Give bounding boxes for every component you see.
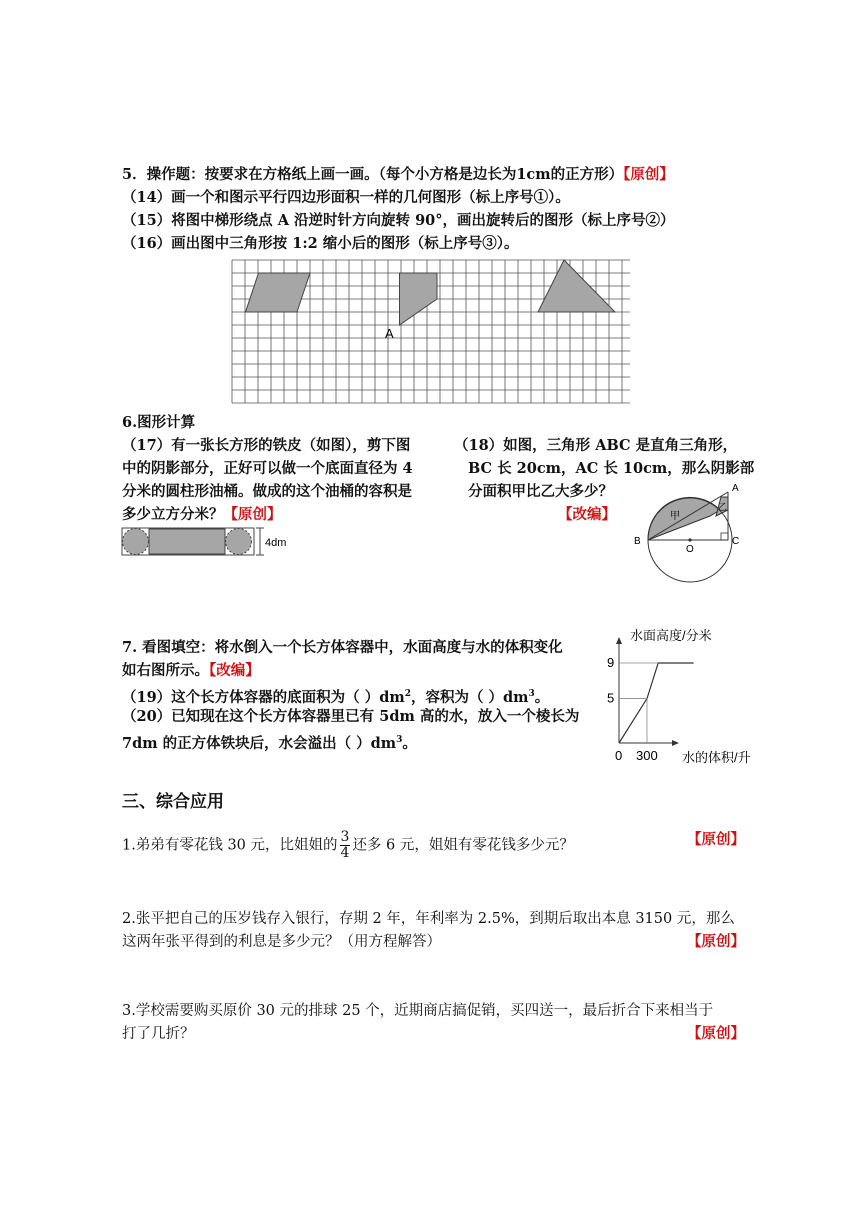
q5-title: 5．操作题：按要求在方格纸上画一画。（每个小方格是边长为1cm的正方形）【原创】: [122, 166, 674, 183]
trapezoid: [400, 273, 438, 325]
s3-problem3-line2: 打了几折？: [122, 1026, 195, 1042]
q18-figure: [632, 478, 747, 586]
y-tick-5: 5: [607, 690, 615, 706]
q6-title: 6.图形计算: [122, 414, 196, 431]
s3-problem2-line1: 2.张平把自己的压岁钱存入银行，存期 2 年，年利率为 2.5%，到期后取出本息 3150 元，那么: [122, 911, 735, 927]
q5-sub16: （16）画出图中三角形按 1:2 缩小后的图形（标上序号③）。: [122, 235, 519, 252]
q17-line2: 中的阴影部分，正好可以做一个底面直径为 4: [122, 460, 413, 477]
label-o: O: [686, 544, 694, 555]
label-c: C: [732, 536, 740, 547]
q17-dim-label: 4dm: [265, 537, 287, 549]
y-tick-9: 9: [607, 655, 615, 670]
q17-figure: [120, 526, 300, 558]
label-a: A: [732, 483, 739, 494]
x-tick-0: 0: [615, 748, 623, 763]
p2-tag: 【原创】: [687, 933, 745, 950]
y-axis-arrow: [616, 637, 622, 644]
x-axis-label: 水的体积/升: [682, 750, 751, 765]
q18-line3: 分面积甲比乙大多少？: [468, 483, 613, 500]
parallelogram: [246, 273, 311, 312]
y-axis-label: 水面高度/分米: [630, 628, 712, 643]
q5-sub15: （15）将图中梯形绕点 A 沿逆时针方向旋转 90°，画出旋转后的图形（标上序号②）: [122, 212, 675, 229]
label-b: B: [634, 536, 641, 547]
p1-tag: 【原创】: [687, 831, 745, 848]
x-axis-arrow: [672, 740, 679, 746]
s3-problem3-line1: 3.学校需要购买原价 30 元的排球 25 个，近期商店搞促销，买四送一，最后折合下来相当于: [122, 1003, 714, 1019]
q18-line2: BC 长 20cm，AC 长 10cm，那么阴影部: [468, 460, 755, 477]
q20-line2: 7dm 的正方体铁块后，水会溢出（ ）$dm^3$。: [122, 735, 417, 752]
q7-line1: 7. 看图填空：将水倒入一个长方体容器中，水面高度与水的体积变化: [122, 639, 563, 656]
series-line: [619, 663, 694, 743]
q17-line1: （17）有一张长方形的铁皮（如图），剪下图: [122, 437, 411, 454]
p3-tag: 【原创】: [687, 1025, 745, 1042]
fraction-three-quarters: $\frac{3}{4}$: [340, 829, 350, 861]
q17-tag: 【原创】: [223, 506, 282, 523]
section3-title: 三、综合应用: [122, 792, 224, 812]
x-tick-300: 300: [636, 748, 658, 763]
q20-line1: （20）已知现在这个长方体容器里已有 5dm 高的水，放入一个棱长为: [122, 708, 580, 725]
q18-tag: 【改编】: [558, 506, 616, 523]
label-yi: 乙: [718, 502, 728, 512]
grid-figure: [230, 258, 630, 408]
q18-line1: （18）如图，三角形 ABC 是直角三角形，: [454, 437, 738, 454]
point-a-label: A: [385, 326, 394, 341]
q5-tag: 【原创】: [623, 166, 674, 183]
q17-line3: 分米的圆柱形油桶。做成的这个油桶的容积是: [122, 483, 412, 500]
q7-tag: 【改编】: [209, 662, 260, 679]
s3-problem2-line2: 这两年张平得到的利息是多少元？（用方程解答）: [122, 934, 441, 950]
q7-line2: 如右图所示。【改编】: [122, 662, 260, 679]
q5-sub14: （14）画一个和图示平行四边形面积一样的几何图形（标上序号①）。: [122, 189, 570, 206]
q19-line: （19）这个长方体容器的底面积为（ ）$dm^2$，容积为（ ）$dm^3$。: [122, 689, 550, 706]
q17-line4: 多少立方分米？【原创】: [122, 506, 282, 523]
q7-chart: [600, 620, 770, 768]
label-jia: 甲: [670, 511, 680, 522]
s3-problem1: 1.弟弟有零花钱 30 元，比姐姐的 $\frac{3}{4}$ 还多 6 元，姐姐有零花钱多少元？: [122, 829, 574, 861]
